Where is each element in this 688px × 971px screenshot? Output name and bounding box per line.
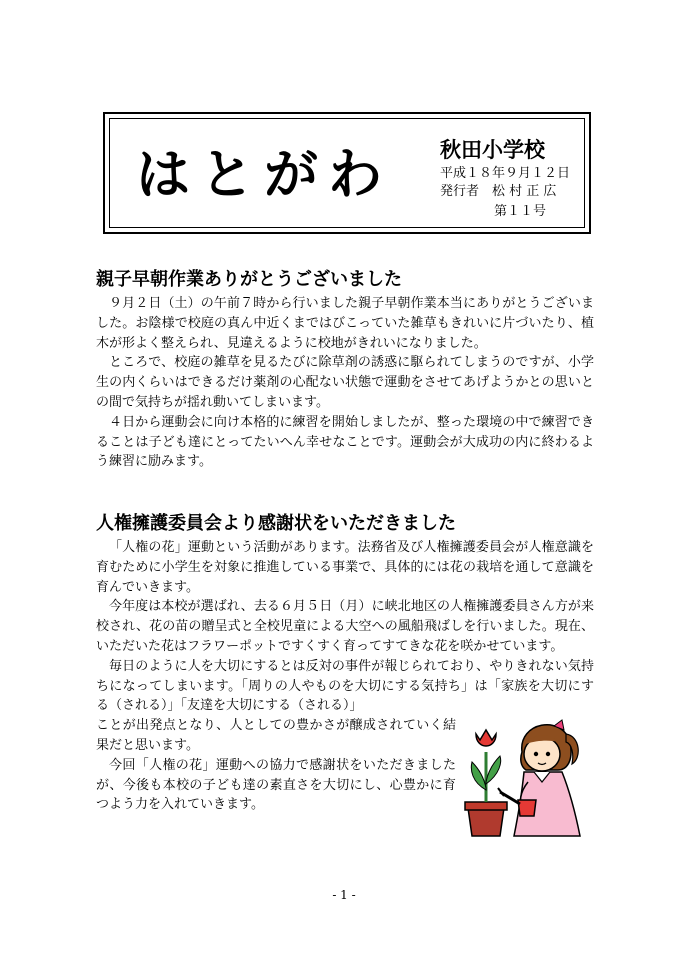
- issue-date: 平成１８年９月１２日: [440, 166, 571, 181]
- paragraph: 毎日のように人を大切にするとは反対の事件が報じられており、やりきれない気持ちになってしまいます。「周りの人やものを大切にする気持ち」は「家族を大切にする（される）」「友達を大切にする（される）」: [96, 658, 594, 714]
- article-heading: 親子早朝作業ありがとうございました: [96, 269, 402, 290]
- page-number: - 1 -: [332, 888, 356, 902]
- article-heading: 人権擁護委員会より感謝状をいただきました: [96, 513, 456, 534]
- masthead: [103, 112, 591, 234]
- masthead-inner-border: [109, 118, 585, 228]
- paragraph: ことが出発点となり、人としての豊かさが醸成されていく結果だと思います。: [96, 718, 456, 753]
- publisher: 発行者 松 村 正 広: [440, 184, 557, 199]
- paragraph: ４日から運動会に向け本格的に練習を開始しましたが、整った環境の中で練習できることは子ども達にとってたいへん幸せなことです。運動会が大成功の内に終わるよう練習に励みます。: [96, 414, 594, 470]
- paragraph: ところで、校庭の雑草を見るたびに除草剤の誘惑に駆られてしまうのですが、小学生の内くらいはできるだけ薬剤の心配ない状態で運動をさせてあげようかとの思いとの間で気持ちが揺れ動いてしまいます。: [96, 355, 594, 410]
- school-name: 秋田小学校: [440, 138, 545, 162]
- girl-watering-flower-illustration: [462, 712, 582, 838]
- paragraph: 「人権の花」運動という活動があります。法務省及び人権擁護委員会が人権意識を育むために小学生を対象に推進している事業で、具体的には花の栽培を通して意識を育んでいきます。: [96, 540, 594, 595]
- issue-number: 第１１号: [494, 204, 547, 219]
- paragraph: 今年度は本校が選ばれ、去る６月５日（月）に峡北地区の人権擁護委員さん方が来校され、花の苗の贈呈式と全校児童による大空への風船飛ばしを行いました。現在、いただいた花はフラワーポットですくすく育ってすてきな花を咲かせています。: [96, 599, 594, 654]
- newsletter-title: はとがわ: [136, 143, 392, 206]
- girl-watering-flower-icon: [462, 712, 582, 838]
- article-morning-work: [96, 268, 594, 472]
- paragraph: 今回「人権の花」運動への協力で感謝状をいただきましたが、今後も本校の子ども達の素直さを大切にし、心豊かに育つよう力を入れていきます。: [96, 757, 456, 813]
- paragraph: ９月２日（土）の午前７時から行いました親子早朝作業本当にありがとうございました。お陰様で校庭の真ん中近くまではびこっていた雑草もきれいに片づいたり、植木が形よく整えられ、見違えるように校地がきれいになりました。: [96, 296, 594, 351]
